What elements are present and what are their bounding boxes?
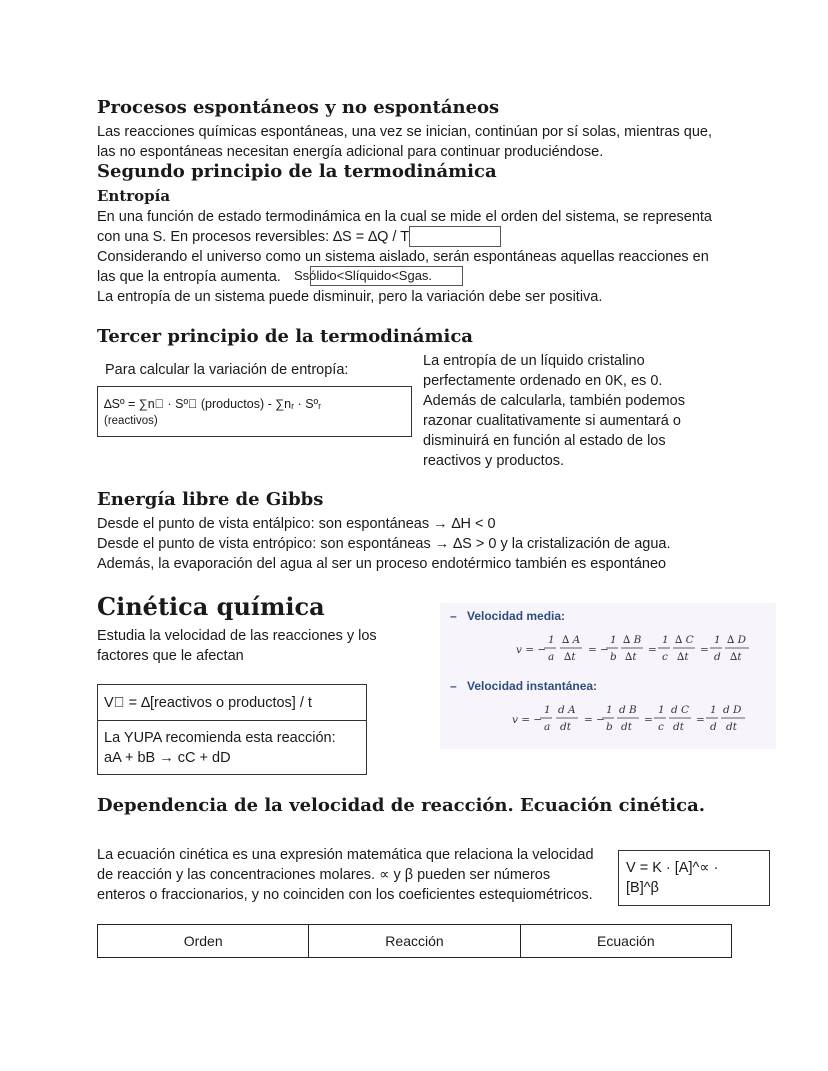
svg-text:v = −: v = − bbox=[516, 644, 547, 656]
section-title-procesos: Procesos espontáneos y no espontáneos bbox=[97, 97, 500, 118]
svg-text:1: 1 bbox=[710, 704, 717, 716]
svg-text:∆ B: ∆ B bbox=[623, 634, 642, 646]
svg-text:b: b bbox=[606, 721, 613, 733]
svg-text:c: c bbox=[662, 651, 668, 663]
velocidad-instantanea-title: Velocidad instantánea: bbox=[467, 679, 598, 693]
entropia-text-line-2: con una S. En procesos reversibles: ∆S = ∆Q / T bbox=[97, 229, 410, 245]
svg-text:a: a bbox=[548, 651, 555, 663]
entropia-text-line-3: Considerando el universo como un sistema aislado, serán espontáneas aquellas reacciones en bbox=[97, 249, 709, 265]
svg-text:d: d bbox=[714, 651, 721, 663]
table-header-row bbox=[98, 925, 732, 958]
svg-text:∆ A: ∆ A bbox=[562, 634, 581, 646]
svg-text:d D: d D bbox=[723, 704, 742, 716]
svg-text:∆t: ∆t bbox=[730, 651, 742, 663]
svg-text:1: 1 bbox=[658, 704, 665, 716]
entropy-variation-formula-reactivos: (reactivos) bbox=[104, 415, 158, 427]
velocidad-media-title: Velocidad media: bbox=[467, 609, 566, 623]
svg-text:∆t: ∆t bbox=[625, 651, 637, 663]
gibbs-text-line-3: Además, la evaporación del agua al ser un proceso endotérmico también es espontáneo bbox=[97, 556, 667, 572]
order-table bbox=[97, 924, 732, 958]
svg-text:1: 1 bbox=[606, 704, 613, 716]
svg-text:c: c bbox=[658, 721, 664, 733]
svg-text:= −: = − bbox=[588, 644, 609, 656]
entropia-text-line-5: La entropía de un sistema puede disminuir, pero la variación debe ser positiva. bbox=[97, 289, 603, 305]
yupa-reaction-text: La YUPA recomienda esta reacción: bbox=[104, 730, 336, 746]
dash-media: – bbox=[450, 609, 457, 623]
svg-text:a: a bbox=[544, 721, 551, 733]
cinetica-intro-line-1: Estudia la velocidad de las reacciones y los bbox=[97, 628, 377, 644]
gibbs-text-line-2: Desde el punto de vista entrópico: son espontáneas → ∆S > 0 y la cristalización de agua. bbox=[97, 536, 671, 552]
velocidad-media-formula bbox=[510, 629, 770, 669]
svg-text:=: = bbox=[696, 714, 705, 726]
svg-text:∆t: ∆t bbox=[677, 651, 689, 663]
svg-text:d B: d B bbox=[619, 704, 637, 716]
section-title-segundo-principio: Segundo principio de la termodinámica bbox=[97, 161, 497, 182]
tercer-principio-text-line-1: La entropía de un líquido cristalino bbox=[423, 353, 645, 369]
section-title-tercer-principio: Tercer principio de la termodinámica bbox=[97, 326, 473, 347]
svg-text:1: 1 bbox=[544, 704, 551, 716]
velocity-formulas-panel bbox=[440, 603, 776, 749]
svg-text:1: 1 bbox=[548, 634, 555, 646]
section-title-cinetica: Cinética química bbox=[97, 592, 325, 621]
svg-text:= −: = − bbox=[584, 714, 605, 726]
entropy-variation-formula: ∆Sº = ∑n⃞ · Sº⃞ (productos) - ∑nᵣ · Sºᵣ bbox=[104, 397, 322, 411]
svg-text:d: d bbox=[710, 721, 717, 733]
svg-text:d A: d A bbox=[558, 704, 576, 716]
svg-text:1: 1 bbox=[662, 634, 669, 646]
dependencia-text-line-3: enteros o fraccionarios, y no coinciden con los coeficientes estequiométricos. bbox=[97, 887, 593, 903]
dependencia-text-line-1: La ecuación cinética es una expresión matemática que relaciona la velocidad bbox=[97, 847, 594, 863]
procesos-text-line-2: las no espontáneas necesitan energía adicional para continuar produciéndose. bbox=[97, 144, 604, 160]
svg-text:d C: d C bbox=[671, 704, 690, 716]
tercer-principio-text-line-5: disminuirá en función al estado de los bbox=[423, 433, 666, 449]
velocity-definition-box bbox=[97, 684, 367, 775]
svg-text:dt: dt bbox=[560, 721, 571, 733]
svg-text:=: = bbox=[700, 644, 709, 656]
svg-text:b: b bbox=[610, 651, 617, 663]
velocidad-instantanea-formula bbox=[506, 699, 770, 739]
section-title-gibbs: Energía libre de Gibbs bbox=[97, 489, 324, 510]
table-header-orden: Orden bbox=[98, 925, 309, 958]
svg-text:dt: dt bbox=[726, 721, 737, 733]
svg-text:∆t: ∆t bbox=[564, 651, 576, 663]
section-title-dependencia: Dependencia de la velocidad de reacción. Ecuación cinética. bbox=[97, 795, 706, 816]
entropia-text-line-4: las que la entropía aumenta. bbox=[97, 269, 281, 285]
dependencia-text-line-2: de reacción y las concentraciones molares. ∝ y β pueden ser números bbox=[97, 867, 551, 883]
svg-text:∆ C: ∆ C bbox=[675, 634, 694, 646]
rate-equation-box bbox=[618, 850, 770, 906]
calc-entropy-label: Para calcular la variación de entropía: bbox=[105, 362, 349, 378]
table-header-reaccion: Reacción bbox=[309, 925, 520, 958]
svg-text:dt: dt bbox=[673, 721, 684, 733]
velocity-box-divider bbox=[98, 720, 366, 721]
procesos-text-line-1: Las reacciones químicas espontáneas, una vez se inician, continúan por sí solas, mientras que, bbox=[97, 124, 712, 140]
svg-text:1: 1 bbox=[714, 634, 721, 646]
rate-equation-line-2: [B]^β bbox=[626, 880, 659, 896]
velocity-definition: V⃞ = ∆[reactivos o productos] / t bbox=[104, 695, 312, 711]
cinetica-intro-line-2: factores que le afectan bbox=[97, 648, 244, 664]
tercer-principio-text-line-4: razonar cualitativamente si aumentará o bbox=[423, 413, 681, 429]
tercer-principio-text-line-3: Además de calcularla, también podemos bbox=[423, 393, 685, 409]
rate-equation-line-1: V = K · [A]^∝ · bbox=[626, 860, 719, 876]
dash-instantanea: – bbox=[450, 679, 457, 693]
gibbs-text-line-1: Desde el punto de vista entálpico: son espontáneas → ∆H < 0 bbox=[97, 516, 496, 532]
entropy-formula-outline bbox=[409, 226, 501, 247]
svg-text:1: 1 bbox=[610, 634, 617, 646]
entropy-variation-formula-box bbox=[97, 386, 412, 437]
svg-text:v = −: v = − bbox=[512, 714, 543, 726]
svg-text:=: = bbox=[644, 714, 653, 726]
entropy-state-inequality: Ssólido<Slíquido<Sgas. bbox=[294, 268, 433, 283]
table-header-ecuacion: Ecuación bbox=[520, 925, 731, 958]
tercer-principio-text-line-2: perfectamente ordenado en 0K, es 0. bbox=[423, 373, 663, 389]
svg-text:=: = bbox=[648, 644, 657, 656]
svg-text:dt: dt bbox=[621, 721, 632, 733]
subtitle-entropia: Entropía bbox=[97, 187, 171, 205]
tercer-principio-text-line-6: reactivos y productos. bbox=[423, 453, 565, 469]
entropia-text-line-1: En una función de estado termodinámica en la cual se mide el orden del sistema, se representa bbox=[97, 209, 712, 225]
yupa-reaction-equation: aA + bB → cC + dD bbox=[104, 750, 231, 766]
svg-text:∆ D: ∆ D bbox=[727, 634, 747, 646]
